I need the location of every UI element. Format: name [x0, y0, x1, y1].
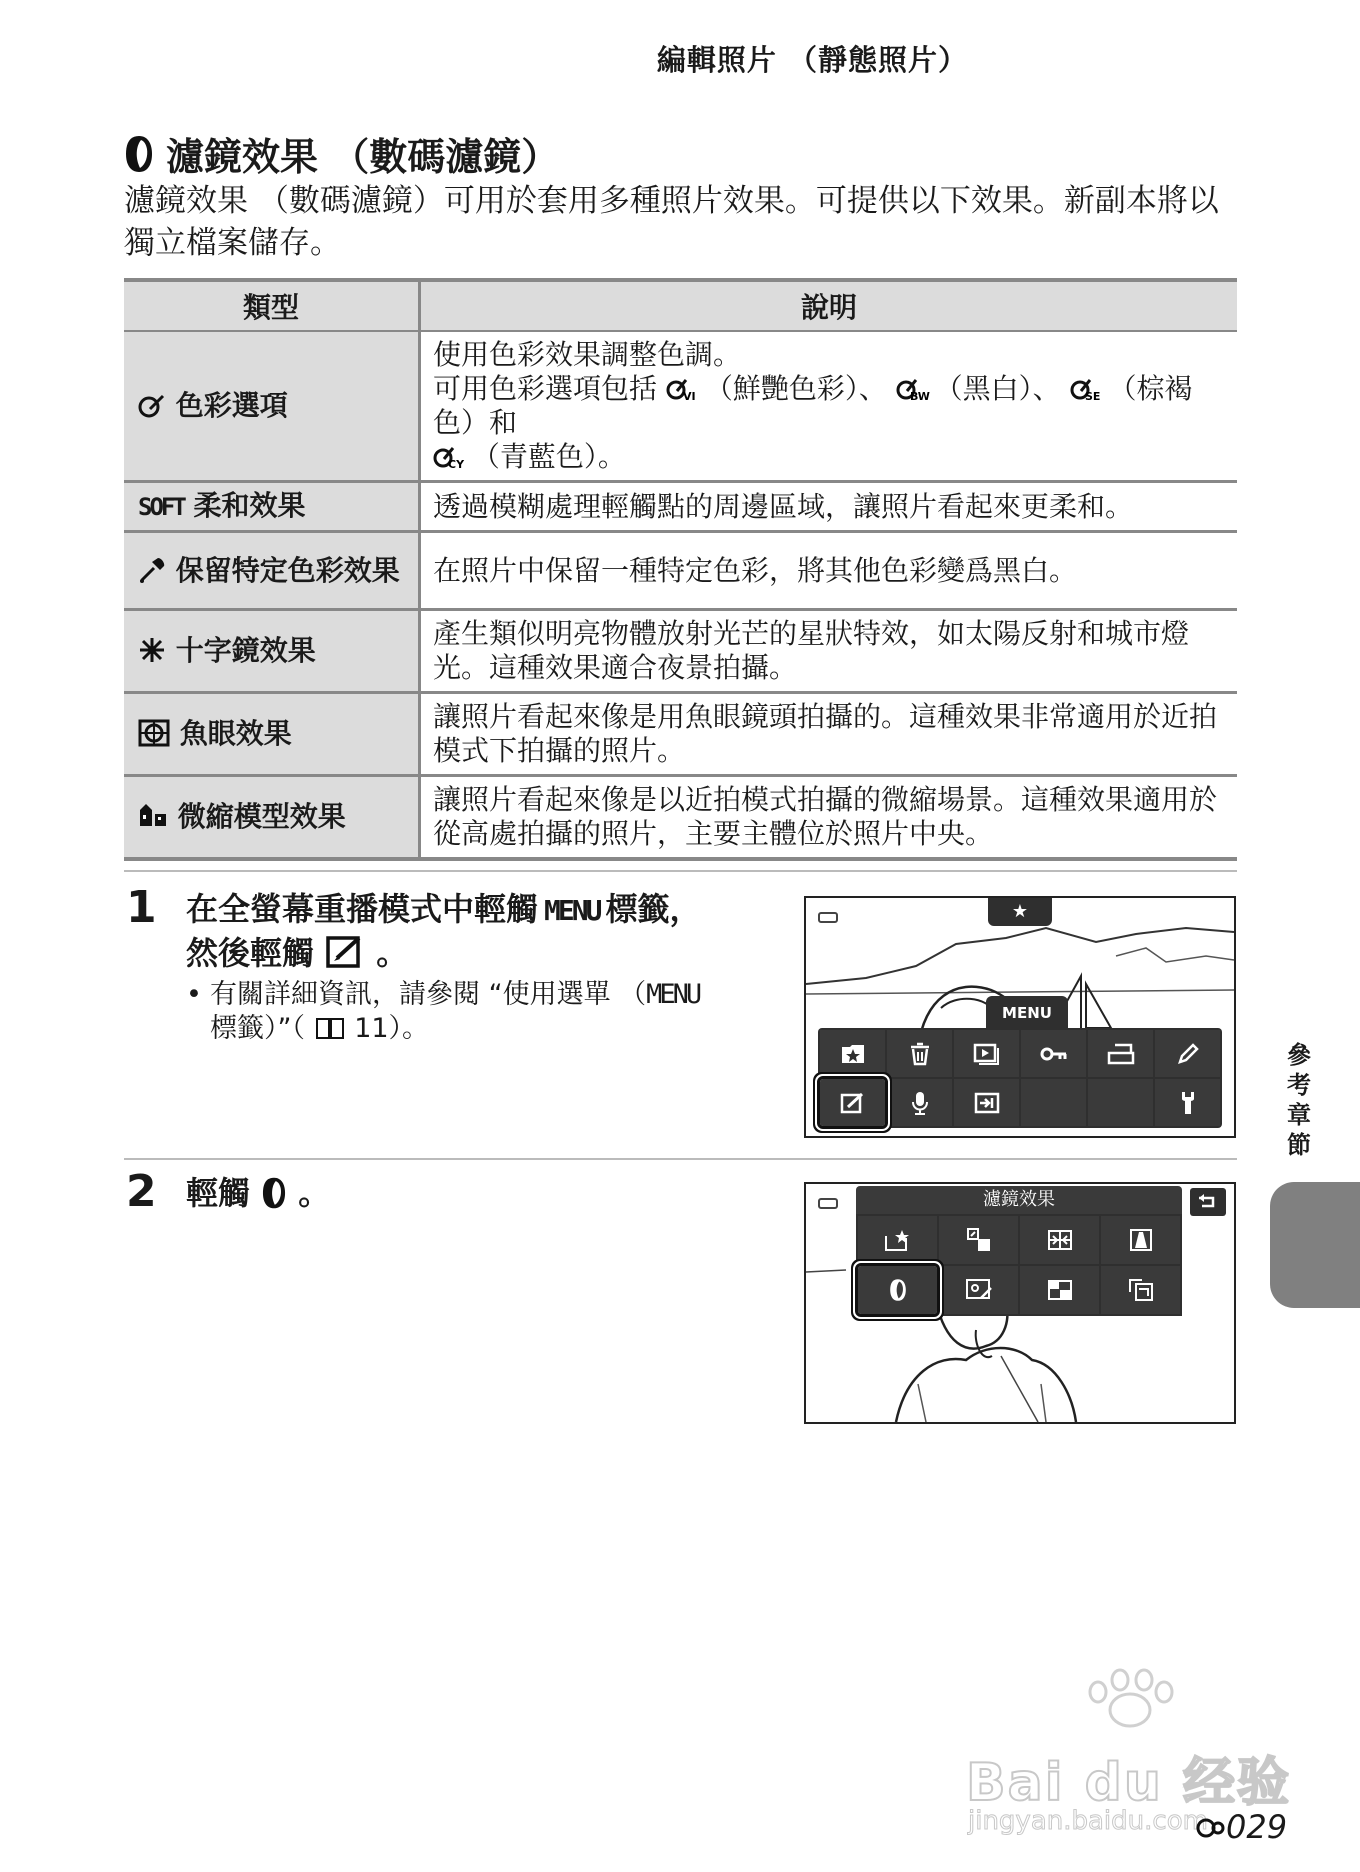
playback-menu-grid — [818, 1028, 1222, 1128]
effect-description: 讓照片看起來像是用魚眼鏡頭拍攝的。這種效果非常適用於近拍模式下拍攝的照片。 — [420, 693, 1238, 776]
step-number: 1 — [126, 882, 157, 933]
color-options-icon — [138, 393, 166, 419]
return-icon — [1196, 1193, 1220, 1211]
table-row — [124, 482, 1237, 532]
protect-icon[interactable] — [1021, 1030, 1086, 1077]
delete-icon[interactable] — [887, 1030, 952, 1077]
retouch-menu-grid — [856, 1214, 1182, 1316]
favorite-icon[interactable] — [820, 1030, 885, 1077]
menu-tab[interactable]: MENU — [986, 996, 1068, 1028]
effect-description: 在照片中保留一種特定色彩，將其他色彩變爲黑白。 — [420, 532, 1238, 610]
glamour-icon[interactable] — [1101, 1216, 1180, 1264]
back-button[interactable] — [1190, 1188, 1226, 1216]
column-header-type: 類型 — [124, 280, 420, 331]
step-instruction: 在全螢幕重播模式中輕觸 MENU 標籤， 然後輕觸 。 — [186, 890, 702, 972]
retouch-icon — [325, 934, 365, 970]
small-picture-icon[interactable] — [939, 1266, 1018, 1314]
step-divider — [124, 1158, 1237, 1160]
table-row — [124, 331, 1237, 482]
step-number: 2 — [126, 1166, 157, 1217]
effect-type: 魚眼效果 — [124, 693, 420, 776]
quick-retouch-icon[interactable] — [858, 1216, 937, 1264]
rotate-icon[interactable] — [1101, 1266, 1180, 1314]
soft-icon: SOFT — [138, 493, 184, 521]
effect-type: 十字鏡效果 — [124, 610, 420, 693]
intro-paragraph: 濾鏡效果 （數碼濾鏡）可用於套用多種照片效果。可提供以下效果。新副本將以獨立檔案儲存。 — [124, 183, 1219, 261]
copy-icon[interactable] — [954, 1079, 1019, 1126]
page-number: 029 — [1196, 1808, 1287, 1846]
effects-table — [124, 278, 1237, 861]
sepia-icon — [1070, 376, 1100, 402]
table-row — [124, 776, 1237, 860]
black-and-white-icon — [896, 376, 930, 403]
page-title-text: 濾鏡效果 （數碼濾鏡） — [166, 135, 560, 179]
voice-memo-icon[interactable] — [887, 1079, 952, 1126]
retouch-menu-screen — [804, 1182, 1236, 1424]
filter-effects-icon — [889, 1278, 907, 1302]
empty-menu-slot — [1021, 1079, 1086, 1126]
chapter-tab — [1270, 1182, 1360, 1308]
empty-menu-slot — [1088, 1079, 1153, 1126]
skin-softening-icon[interactable] — [1020, 1216, 1099, 1264]
svg-text:CY: CY — [448, 458, 465, 471]
star-icon: ★ — [1011, 901, 1029, 922]
menu-word: MENU — [544, 894, 600, 927]
miniature-icon — [138, 802, 168, 830]
step-instruction: 輕觸 。 — [186, 1174, 331, 1212]
edit-icon[interactable] — [1155, 1030, 1220, 1077]
favorite-tab[interactable] — [988, 898, 1052, 926]
playback-menu-screen — [804, 896, 1236, 1138]
step-note: • 有關詳細資訊，請參閱 “使用選單 （MENU 標籤）”（ 11）。 — [186, 979, 700, 1044]
table-row — [124, 610, 1237, 693]
svg-text:BW: BW — [909, 390, 930, 403]
section-title: 編輯照片 （靜態照片） — [656, 43, 968, 77]
effect-type: 微縮模型效果 — [124, 776, 420, 860]
cyanotype-icon — [433, 444, 463, 470]
battery-icon — [818, 912, 838, 923]
chapter-label: 參考章節 — [1287, 1041, 1311, 1159]
column-header-description: 說明 — [420, 280, 1238, 331]
retouch-menu-button[interactable] — [820, 1079, 885, 1126]
selective-color-icon — [138, 556, 166, 584]
print-order-icon[interactable] — [1088, 1030, 1153, 1077]
vivid-color-icon — [666, 376, 696, 402]
crop-icon[interactable] — [1020, 1266, 1099, 1314]
filter-effects-icon — [124, 134, 154, 174]
filter-effects-icon — [261, 1176, 287, 1210]
effect-description: 透過模糊處理輕觸點的周邊區域，讓照片看起來更柔和。 — [420, 482, 1238, 532]
battery-icon — [818, 1198, 838, 1209]
effect-description: 產生類似明亮物體放射光芒的星狀特效，如太陽反射和城市燈光。這種效果適合夜景拍攝。 — [420, 610, 1238, 693]
slideshow-icon[interactable] — [954, 1030, 1019, 1077]
effect-type: 保留特定色彩效果 — [124, 532, 420, 610]
retouch-menu-title: 濾鏡效果 — [856, 1186, 1182, 1214]
table-row — [124, 532, 1237, 610]
svg-text:VI: VI — [682, 390, 696, 403]
effect-type: SOFT 柔和效果 — [124, 482, 420, 532]
watermark-url: jingyan.baidu.com — [968, 1806, 1208, 1836]
d-lighting-icon[interactable] — [939, 1216, 1018, 1264]
book-reference-icon — [314, 1015, 346, 1041]
fisheye-icon — [138, 719, 170, 747]
setup-icon[interactable] — [1155, 1079, 1220, 1126]
effect-description: 讓照片看起來像是以近拍模式拍攝的微縮場景。這種效果適用於從高處拍攝的照片，主要主體位於照片中央。 — [420, 776, 1238, 860]
effect-type: 色彩選項 — [124, 331, 420, 482]
page-title — [124, 126, 559, 181]
svg-text:SE: SE — [1084, 390, 1101, 403]
watermark-brand: Bai du 经验 — [966, 1753, 1291, 1813]
filter-effects-button[interactable] — [858, 1266, 937, 1314]
cross-screen-icon — [138, 636, 166, 664]
effect-description: 使用色彩效果調整色調。 可用色彩選項包括 VI （鮮艷色彩）、 BW （黑白）、 SE （棕褐色）和 CY （青藍色）。 — [420, 331, 1238, 482]
reference-section-icon — [1196, 1815, 1226, 1841]
step-divider — [124, 870, 1237, 872]
table-header-row — [124, 280, 1237, 331]
table-row — [124, 693, 1237, 776]
